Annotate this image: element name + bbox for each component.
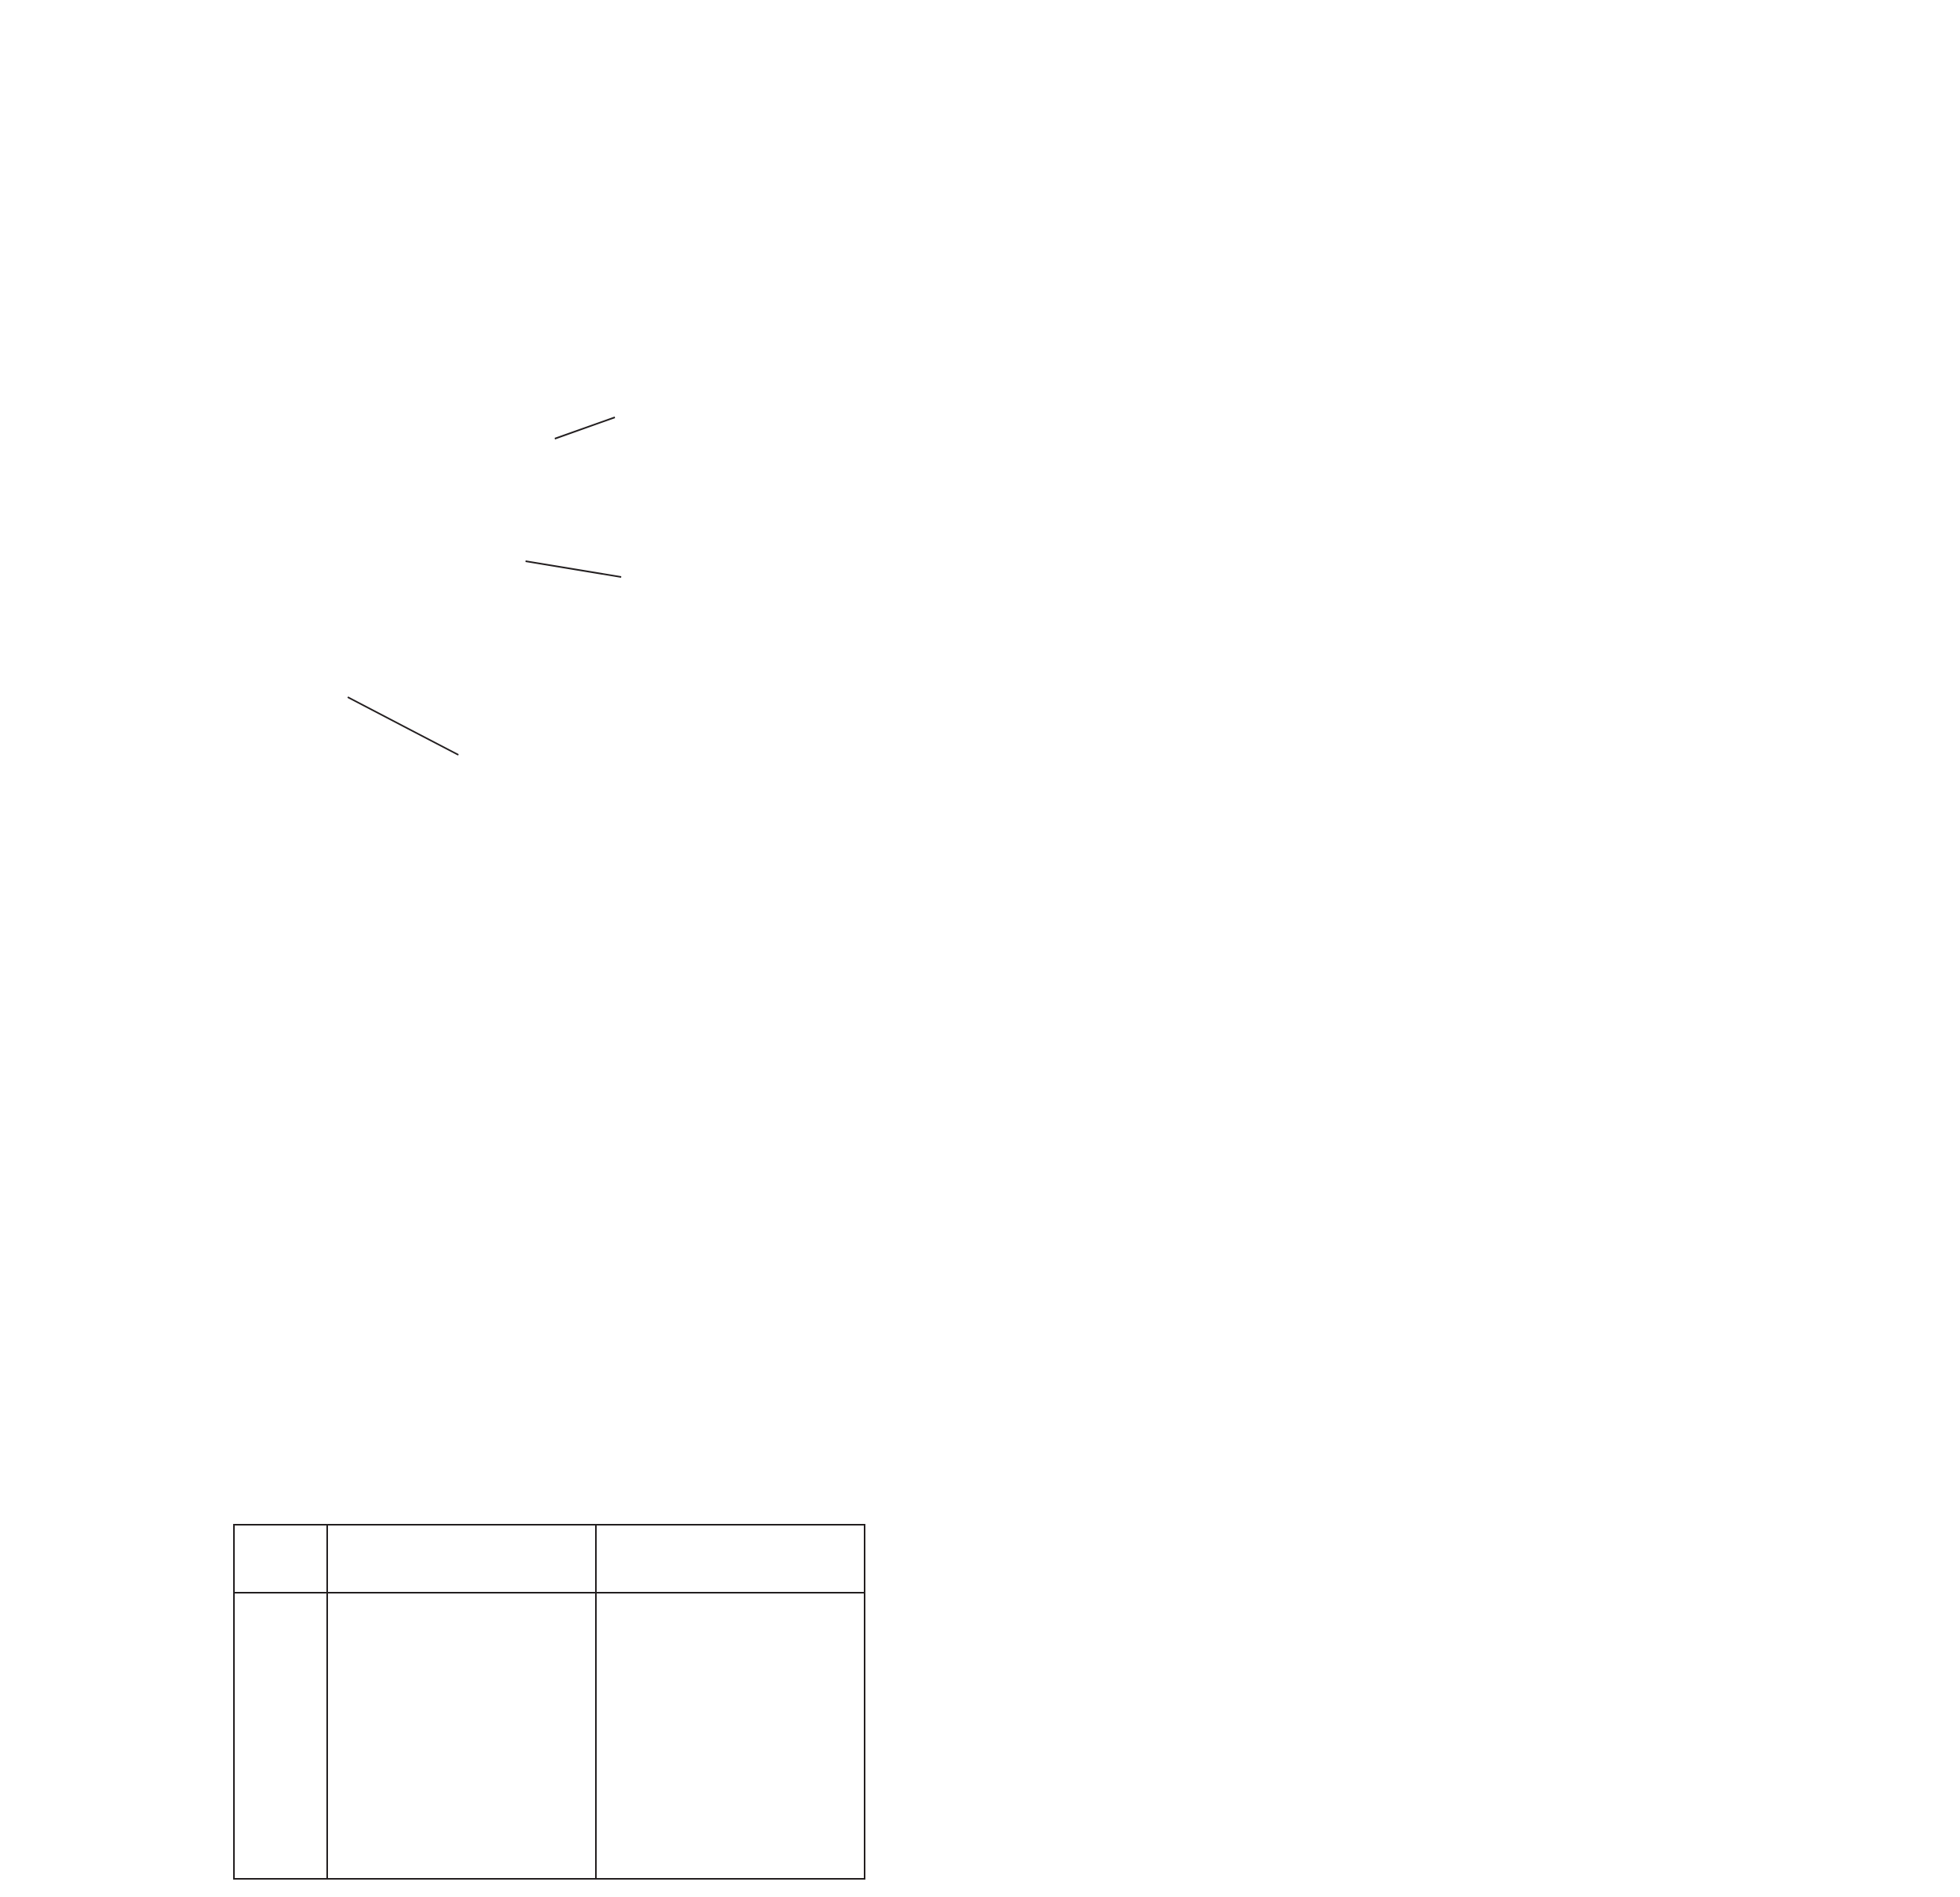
- table-header-row: [235, 1526, 864, 1593]
- ferrous-cell: [327, 1593, 596, 1669]
- core-leader-line: [526, 561, 621, 577]
- option-letter: [235, 1593, 327, 1669]
- answer-table: [235, 1526, 864, 1878]
- header-blank: [235, 1526, 327, 1593]
- non-ferrous-cell: [596, 1808, 864, 1878]
- table-row[interactable]: [235, 1808, 864, 1878]
- ferrous-cell: [327, 1739, 596, 1808]
- table-row[interactable]: [235, 1669, 864, 1739]
- option-letter: [235, 1739, 327, 1808]
- header-non-ferrous: [596, 1526, 864, 1593]
- non-ferrous-cell: [596, 1739, 864, 1808]
- non-ferrous-cell: [596, 1593, 864, 1669]
- option-letter: [235, 1669, 327, 1739]
- coil-leader-line: [555, 417, 615, 439]
- nails-leader-line: [348, 697, 458, 755]
- table-row[interactable]: [235, 1739, 864, 1808]
- ferrous-cell: [327, 1669, 596, 1739]
- option-letter: [235, 1808, 327, 1878]
- ferrous-cell: [327, 1808, 596, 1878]
- header-ferrous: [327, 1526, 596, 1593]
- non-ferrous-cell: [596, 1669, 864, 1739]
- table-row[interactable]: [235, 1593, 864, 1669]
